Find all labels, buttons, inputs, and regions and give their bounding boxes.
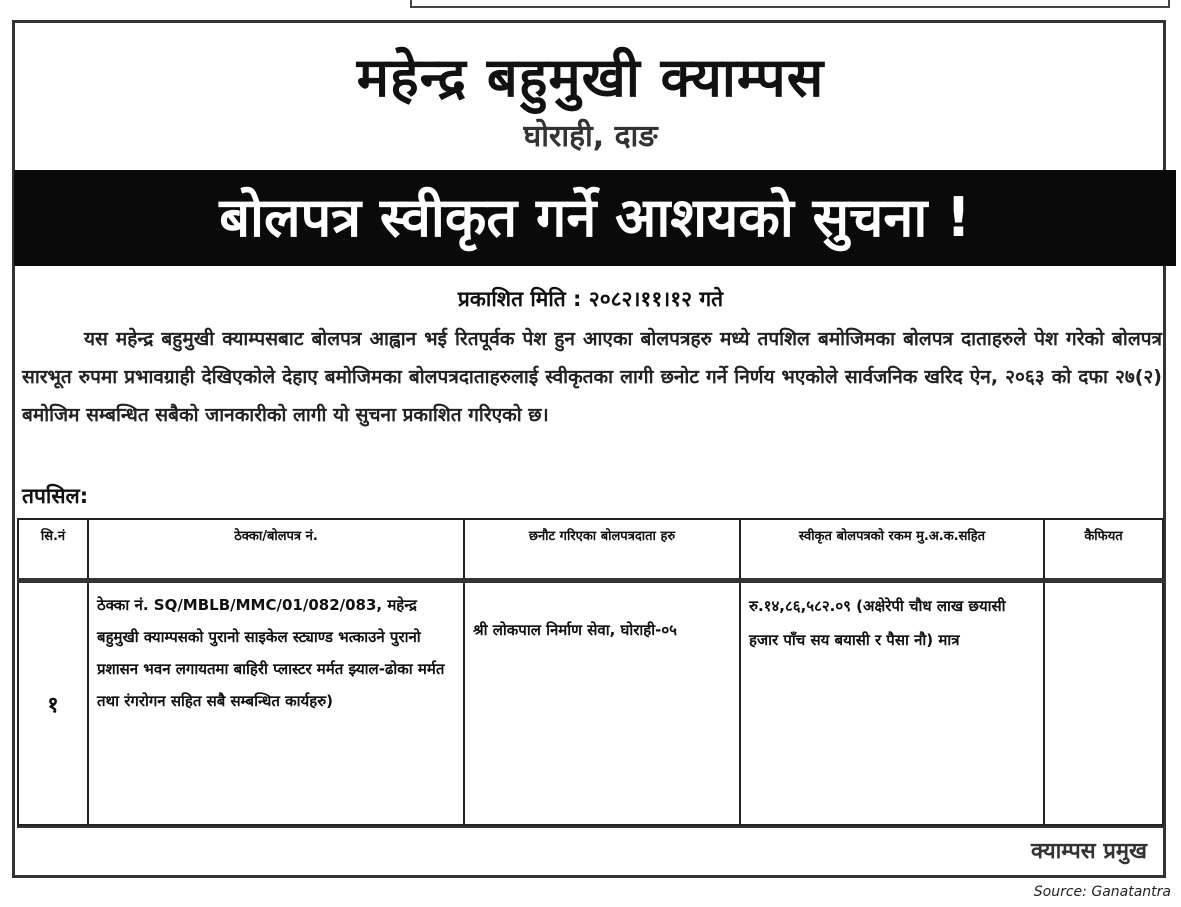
cell-contract: ठेक्का नं. SQ/MBLB/MMC/01/082/083, महेन्द्र बहुमुखी क्याम्पसको पुरानो साइकेल स्ट्याण्ड भत्काउने पुरानो प्रशासन भवन लगायतमा बाहिरी प्लास्टर मर्मत झ्याल-ढोका मर्मत तथा रंगरोगन सहित सबै सम्बन्धित कार्यहरु) bbox=[88, 581, 464, 826]
table-row bbox=[18, 581, 1163, 826]
cell-amount: रु.१४,८६,५८२.०९ (अक्षेरेपी चौध लाख छयासी हजार पाँच सय बयासी र पैसा नौ) मात्र bbox=[740, 581, 1044, 826]
header-bidder: छनौट गरिएका बोलपत्रदाता हरु bbox=[464, 519, 740, 581]
notice-body: यस महेन्द्र बहुमुखी क्याम्पसबाट बोलपत्र आह्वान भई रितपूर्वक पेश हुन आएका बोलपत्रहरु मध्ये तपशिल बमोजिमका बोलपत्र दाताहरुले पेश गरेको बोलपत्र सारभूत रुपमा प्रभावग्राही देखिएकोले देहाए बमोजिमका बोलपत्रदाताहरुलाई स्वीकृतका लागी छनोट गर्ने निर्णय भएकोले सार्वजनिक खरिद ऐन, २०६३ को दफा २७(२) बमोजिम सम्बन्धित सबैको जानकारीको लागी यो सुचना प्रकाशित गरिएको छ। bbox=[22, 328, 1162, 426]
header-contract: ठेक्का/बोलपत्र नं. bbox=[88, 519, 464, 581]
signature-title: क्याम्पस प्रमुख bbox=[1031, 839, 1147, 864]
cell-remarks bbox=[1044, 581, 1163, 826]
institution-location: घोराही, दाङ bbox=[523, 119, 658, 154]
table-header-row bbox=[18, 519, 1163, 581]
header-remarks: कैफियत bbox=[1044, 519, 1163, 581]
cell-sn: १ bbox=[18, 581, 88, 826]
cell-bidder: श्री लोकपाल निर्माण सेवा, घोराही-०५ bbox=[464, 581, 740, 826]
details-label: तपसिल: bbox=[22, 484, 89, 508]
published-date: प्रकाशित मिति : २०८२।११।१२ गते bbox=[457, 287, 724, 311]
institution-title: महेन्द्र बहुमुखी क्याम्पस bbox=[356, 46, 825, 109]
bid-table bbox=[17, 518, 1164, 826]
source-credit: Source: Ganatantra bbox=[1033, 884, 1171, 900]
header-amount: स्वीकृत बोलपत्रको रकम मु.अ.क.सहित bbox=[740, 519, 1044, 581]
divider bbox=[17, 826, 1164, 828]
notice-banner: बोलपत्र स्वीकृत गर्ने आशयको सुचना ! bbox=[14, 170, 1176, 266]
top-frame bbox=[410, 0, 1170, 8]
header-sn: सि.नं bbox=[18, 519, 88, 581]
